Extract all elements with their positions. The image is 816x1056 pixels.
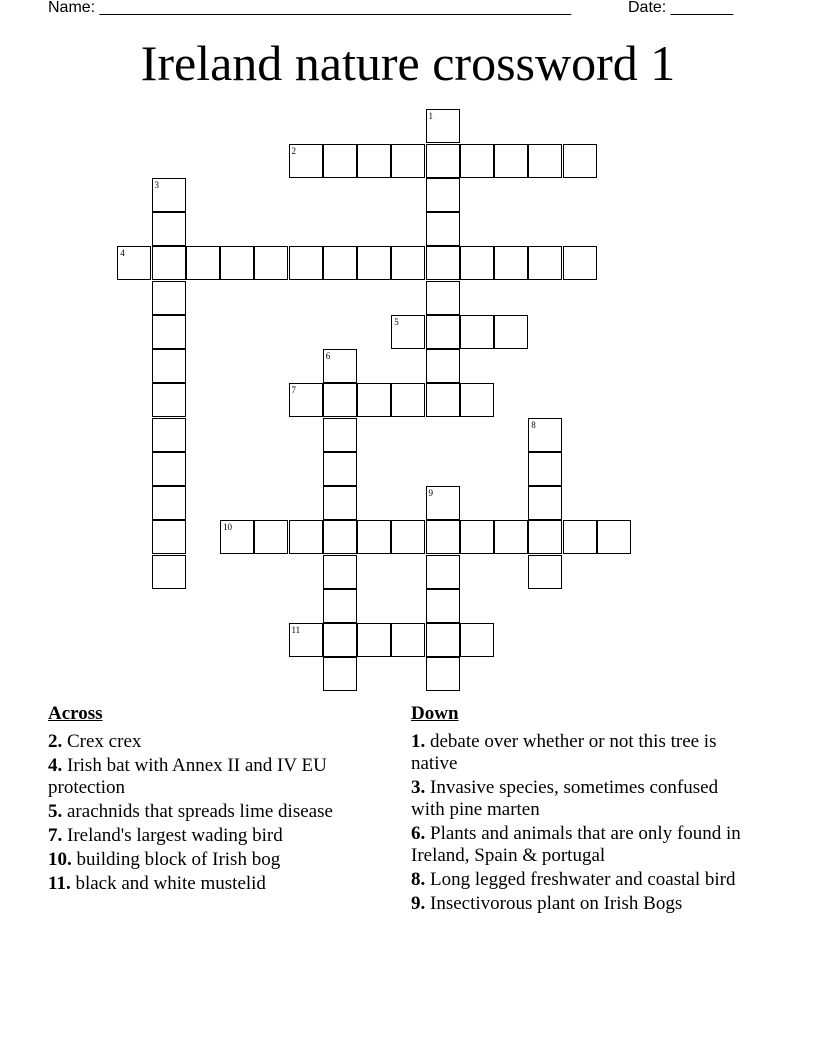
crossword-cell[interactable] — [391, 315, 425, 349]
crossword-cell[interactable] — [152, 418, 186, 452]
clue-start-number: 9 — [428, 488, 433, 498]
clue-start-number: 11 — [291, 625, 301, 635]
crossword-cell[interactable] — [426, 109, 460, 143]
crossword-cell[interactable] — [528, 486, 562, 520]
crossword-cell[interactable] — [426, 486, 460, 520]
clue-across-4 — [48, 755, 368, 799]
crossword-cell[interactable] — [460, 315, 494, 349]
crossword-cell[interactable] — [426, 212, 460, 246]
crossword-cell[interactable] — [528, 418, 562, 452]
crossword-cell[interactable] — [152, 212, 186, 246]
crossword-cell[interactable] — [152, 349, 186, 383]
crossword-cell[interactable] — [254, 246, 288, 280]
clue-across-7 — [48, 825, 368, 847]
crossword-cell[interactable] — [323, 383, 357, 417]
crossword-cell[interactable] — [528, 452, 562, 486]
clue-text: Crex crex — [67, 731, 142, 752]
crossword-cell[interactable] — [357, 383, 391, 417]
crossword-cell[interactable] — [528, 555, 562, 589]
clue-number: 11. — [48, 873, 71, 894]
clue-number: 5. — [48, 801, 63, 822]
crossword-cell[interactable] — [460, 520, 494, 554]
crossword-cell[interactable] — [289, 144, 323, 178]
clue-text: Irish bat with Annex II and IV EU protection — [48, 755, 327, 798]
clue-down-9 — [411, 893, 741, 915]
crossword-cell[interactable] — [289, 520, 323, 554]
crossword-cell[interactable] — [357, 520, 391, 554]
crossword-cell[interactable] — [426, 657, 460, 691]
crossword-cell[interactable] — [117, 246, 151, 280]
crossword-cell[interactable] — [460, 246, 494, 280]
crossword-cell[interactable] — [494, 246, 528, 280]
crossword-cell[interactable] — [152, 486, 186, 520]
crossword-cell[interactable] — [254, 520, 288, 554]
crossword-cell[interactable] — [460, 623, 494, 657]
down-heading: Down — [411, 703, 459, 724]
clue-text: debate over whether or not this tree is native — [411, 731, 717, 774]
clue-start-number: 7 — [291, 385, 296, 396]
clue-text: Invasive species, sometimes confused with pine marten — [411, 777, 719, 820]
clue-number: 3. — [411, 777, 426, 798]
crossword-cell[interactable] — [323, 486, 357, 520]
crossword-cell[interactable] — [152, 315, 186, 349]
crossword-cell[interactable] — [528, 144, 562, 178]
crossword-cell[interactable] — [152, 452, 186, 486]
crossword-cell[interactable] — [323, 520, 357, 554]
crossword-cell[interactable] — [323, 452, 357, 486]
clue-down-6 — [411, 823, 741, 867]
clue-number: 8. — [411, 869, 426, 890]
clue-across-11 — [48, 873, 368, 895]
clue-text: Plants and animals that are only found in Ireland, Spain & portugal — [411, 823, 741, 866]
clue-text: building block of Irish bog — [76, 849, 281, 870]
clue-start-number: 8 — [531, 419, 536, 430]
crossword-cell[interactable] — [323, 589, 357, 623]
clue-start-number: 5 — [394, 316, 399, 327]
clue-start-number: 4 — [120, 248, 125, 259]
down-clues — [411, 703, 741, 917]
crossword-cell[interactable] — [563, 520, 597, 554]
crossword-cell[interactable] — [186, 246, 220, 280]
crossword-cell[interactable] — [152, 555, 186, 589]
crossword-cell[interactable] — [323, 623, 357, 657]
crossword-cell[interactable] — [426, 623, 460, 657]
crossword-cell[interactable] — [220, 246, 254, 280]
clue-across-2 — [48, 731, 368, 753]
clue-down-8 — [411, 869, 741, 891]
crossword-cell[interactable] — [426, 246, 460, 280]
clue-across-10 — [48, 849, 368, 871]
crossword-cell[interactable] — [152, 178, 186, 212]
clue-text: Long legged freshwater and coastal bird — [430, 869, 736, 890]
crossword-cell[interactable] — [391, 520, 425, 554]
clue-text: arachnids that spreads lime disease — [67, 801, 333, 822]
clue-text: Insectivorous plant on Irish Bogs — [430, 893, 683, 914]
crossword-cell[interactable] — [563, 246, 597, 280]
page-title: Ireland nature crossword 1 — [140, 35, 676, 91]
crossword-cell[interactable] — [391, 623, 425, 657]
crossword-cell[interactable] — [528, 246, 562, 280]
crossword-cell[interactable] — [391, 144, 425, 178]
crossword-cell[interactable] — [426, 555, 460, 589]
clue-number: 6. — [411, 823, 426, 844]
clue-start-number: 2 — [291, 145, 296, 156]
crossword-cell[interactable] — [528, 520, 562, 554]
clue-text: Ireland's largest wading bird — [67, 825, 283, 846]
crossword-cell[interactable] — [152, 520, 186, 554]
crossword-cell[interactable] — [426, 520, 460, 554]
crossword-cell[interactable] — [494, 520, 528, 554]
crossword-cell[interactable] — [289, 246, 323, 280]
crossword-cell[interactable] — [152, 281, 186, 315]
name-field-label: Name: _____________________________________________________ — [48, 0, 572, 16]
crossword-cell[interactable] — [460, 144, 494, 178]
crossword-cell[interactable] — [426, 281, 460, 315]
crossword-cell[interactable] — [323, 555, 357, 589]
crossword-cell[interactable] — [426, 589, 460, 623]
crossword-cell[interactable] — [323, 349, 357, 383]
crossword-cell[interactable] — [357, 144, 391, 178]
crossword-cell[interactable] — [323, 657, 357, 691]
crossword-cell[interactable] — [426, 178, 460, 212]
crossword-cell[interactable] — [426, 315, 460, 349]
crossword-cell[interactable] — [357, 246, 391, 280]
clue-start-number: 10 — [223, 522, 232, 533]
crossword-cell[interactable] — [152, 383, 186, 417]
clue-number: 10. — [48, 849, 72, 870]
crossword-cell[interactable] — [323, 418, 357, 452]
crossword-cell[interactable] — [563, 144, 597, 178]
crossword-cell[interactable] — [426, 349, 460, 383]
crossword-cell[interactable] — [494, 315, 528, 349]
clue-start-number: 1 — [428, 111, 433, 122]
crossword-cell[interactable] — [460, 383, 494, 417]
crossword-cell[interactable] — [391, 383, 425, 417]
clue-number: 2. — [48, 731, 63, 752]
crossword-cell[interactable] — [220, 520, 254, 554]
clue-start-number: 6 — [325, 351, 331, 361]
crossword-cell[interactable] — [323, 144, 357, 178]
clue-number: 1. — [411, 731, 426, 752]
date-field-label: Date: _______ — [628, 0, 733, 16]
across-heading: Across — [48, 703, 103, 724]
crossword-cell[interactable] — [152, 246, 186, 280]
crossword-cell[interactable] — [426, 144, 460, 178]
crossword-cell[interactable] — [289, 623, 323, 657]
crossword-cell[interactable] — [494, 144, 528, 178]
clue-down-1 — [411, 731, 741, 775]
crossword-cell[interactable] — [426, 383, 460, 417]
crossword-cell[interactable] — [289, 383, 323, 417]
across-clues — [48, 703, 368, 897]
clue-number: 7. — [48, 825, 63, 846]
clue-down-3 — [411, 777, 741, 821]
clue-start-number: 3 — [154, 179, 159, 190]
crossword-cell[interactable] — [357, 623, 391, 657]
clue-across-5 — [48, 801, 368, 823]
crossword-cell[interactable] — [323, 246, 357, 280]
clue-text: black and white mustelid — [75, 873, 266, 894]
crossword-cell[interactable] — [391, 246, 425, 280]
clue-number: 9. — [411, 893, 426, 914]
clue-number: 4. — [48, 755, 63, 776]
crossword-cell[interactable] — [597, 520, 631, 554]
